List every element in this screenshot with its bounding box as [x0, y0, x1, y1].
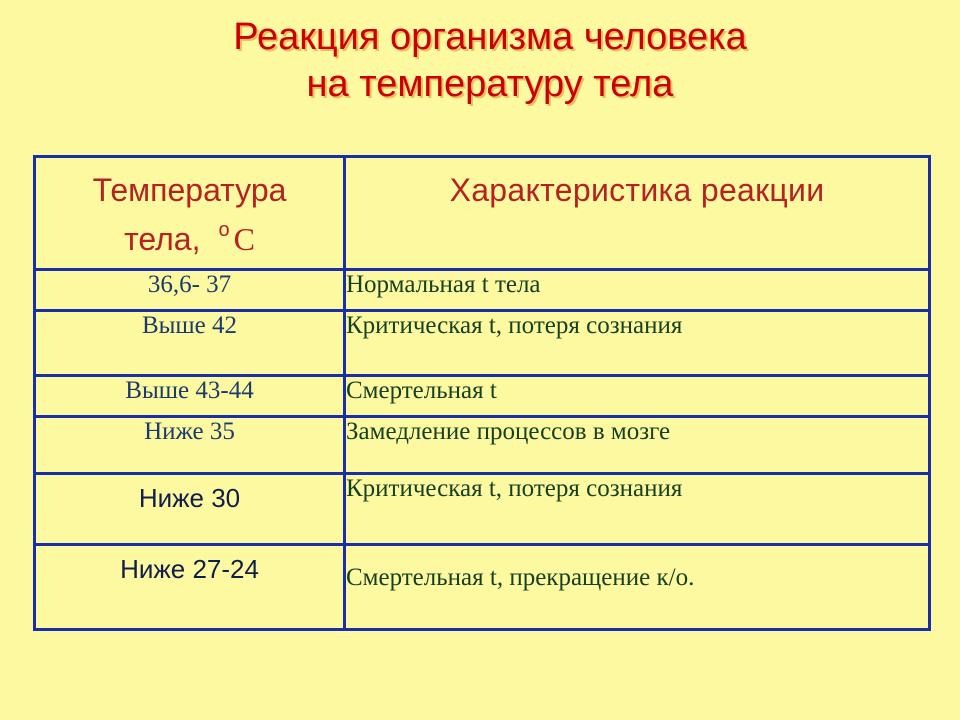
- celsius-unit: С: [233, 221, 255, 257]
- header-temperature-label: тела,: [124, 221, 201, 257]
- temp-cell: Ниже 30: [35, 474, 345, 545]
- reaction-cell: Смертельная t, прекращение к/о.: [345, 545, 930, 630]
- title-line-2: на температуру тела: [306, 63, 674, 105]
- reaction-cell: Критическая t, потеря сознания: [345, 474, 930, 545]
- temp-cell: Ниже 27-24: [35, 545, 345, 630]
- table-header-row: [35, 157, 930, 270]
- page-title: [0, 14, 960, 108]
- header-temperature-line2: [36, 210, 343, 259]
- degree-symbol: о: [218, 219, 230, 241]
- reaction-cell: Критическая t, потеря сознания: [345, 311, 930, 376]
- table-row: [35, 417, 930, 474]
- reaction-cell: Нормальная t тела: [345, 270, 930, 311]
- temp-cell: Выше 43-44: [35, 376, 345, 417]
- table-row: [35, 545, 930, 630]
- reaction-cell: Замедление процессов в мозге: [345, 417, 930, 474]
- header-reaction: Характеристика реакции: [345, 157, 930, 270]
- reaction-cell: Смертельная t: [345, 376, 930, 417]
- header-temperature: [35, 157, 345, 270]
- temp-cell: Выше 42: [35, 311, 345, 376]
- temperature-table: [33, 155, 931, 631]
- title-line-1: Реакция организма человека: [233, 16, 747, 58]
- temp-cell: 36,6- 37: [35, 270, 345, 311]
- table-row: [35, 474, 930, 545]
- table-row: [35, 270, 930, 311]
- table-row: [35, 311, 930, 376]
- header-temperature-line1: Температура: [92, 172, 287, 208]
- table-row: [35, 376, 930, 417]
- temp-cell: Ниже 35: [35, 417, 345, 474]
